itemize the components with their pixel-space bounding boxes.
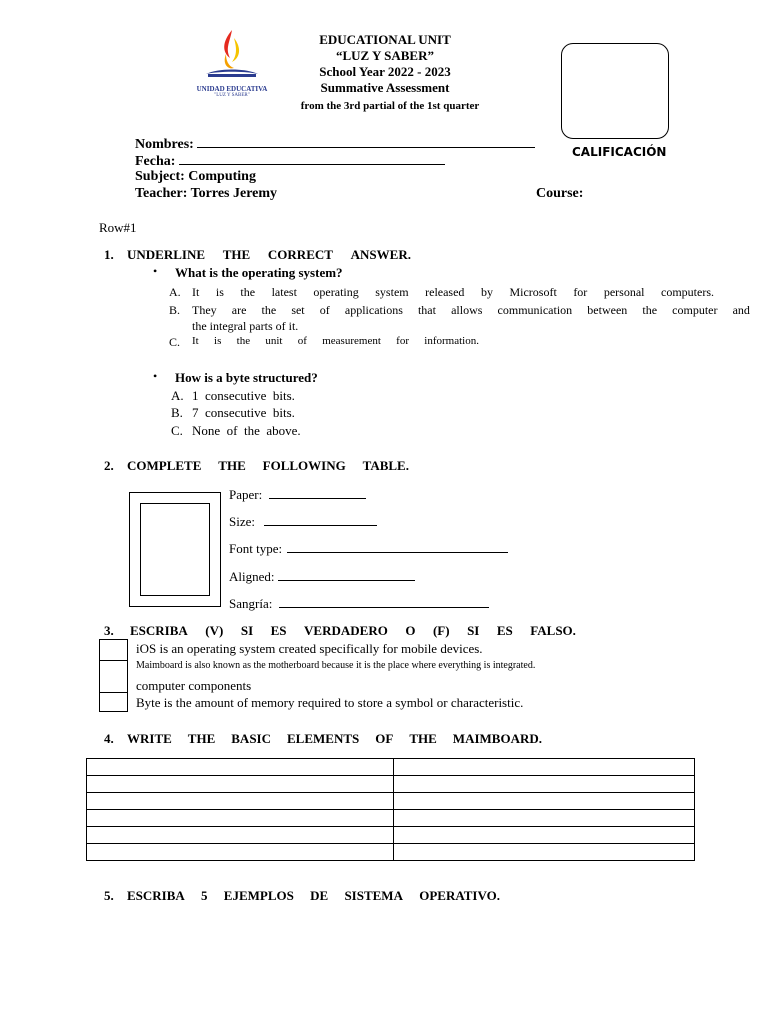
q1-option-b-letter: B.: [169, 303, 181, 317]
tf-answer-box[interactable]: [99, 692, 128, 712]
q1-option-c-letter: C.: [169, 335, 181, 349]
table-row: [87, 793, 695, 810]
q4-heading: WRITE THE BASIC ELEMENTS OF THE MAIMBOARD.: [127, 731, 542, 746]
q1-sub2-question: How is a byte structured?: [175, 370, 318, 385]
tf-answer-box[interactable]: [99, 639, 128, 661]
table-cell[interactable]: [394, 827, 695, 844]
nombres-field[interactable]: [197, 135, 535, 148]
table-cell[interactable]: [394, 844, 695, 861]
table-cell[interactable]: [394, 810, 695, 827]
table-cell[interactable]: [87, 827, 394, 844]
q1-option-a[interactable]: It is the latest operating system released by Microsoft for personal computers.: [192, 285, 714, 299]
table-row: [87, 810, 695, 827]
flame-logo-icon: [192, 28, 272, 80]
table-cell[interactable]: [394, 793, 695, 810]
font-type-field[interactable]: [287, 540, 508, 553]
tf-answer-box[interactable]: [99, 659, 128, 693]
q1-byte-option-c-letter: C.: [171, 423, 183, 438]
table-cell[interactable]: [87, 759, 394, 776]
header-line-1: EDUCATIONAL UNIT: [319, 32, 451, 47]
header-line-2: “LUZ Y SABER”: [335, 48, 434, 63]
header-line-4: Summative Assessment: [320, 80, 450, 95]
grade-box: [561, 43, 669, 139]
subject-label: Subject: Computing: [135, 169, 256, 184]
size-label: Size:: [229, 514, 255, 529]
tf-statement-1: iOS is an operating system created specifically for mobile devices.: [136, 641, 483, 656]
q1-byte-option-c[interactable]: None of the above.: [192, 423, 301, 438]
q5-number: 5.: [104, 888, 114, 903]
q1-option-a-letter: A.: [169, 285, 181, 299]
header-line-3: School Year 2022 - 2023: [319, 64, 451, 79]
grade-label: CALIFICACIÓN: [572, 145, 667, 159]
fecha-label: Fecha:: [135, 154, 176, 169]
page-inner-margin: [140, 503, 210, 596]
sangria-label: Sangría:: [229, 596, 273, 611]
table-row: [87, 844, 695, 861]
q3-heading: ESCRIBA (V) SI ES VERDADERO O (F) SI ES FALSO.: [130, 623, 576, 638]
paper-label: Paper:: [229, 487, 263, 502]
font-type-label: Font type:: [229, 541, 283, 556]
bullet-icon: •: [153, 369, 158, 383]
teacher-label: Teacher: Torres Jeremy: [135, 186, 278, 201]
table-cell[interactable]: [394, 759, 695, 776]
logo-text: UNIDAD EDUCATIVA: [196, 85, 268, 93]
q2-heading: COMPLETE THE FOLLOWING TABLE.: [127, 458, 409, 473]
q3-number: 3.: [104, 623, 114, 638]
header-line-5: from the 3rd partial of the 1st quarter: [300, 100, 480, 112]
table-row: [87, 776, 695, 793]
q1-option-c[interactable]: It is the unit of measurement for information.: [192, 335, 479, 347]
sangria-field[interactable]: [279, 595, 489, 608]
q4-number: 4.: [104, 731, 114, 746]
aligned-field[interactable]: [278, 568, 415, 581]
paper-field[interactable]: [269, 486, 366, 499]
school-logo: [192, 28, 272, 100]
nombres-label: Nombres:: [135, 137, 194, 152]
mainboard-elements-table: [86, 758, 695, 861]
q1-byte-option-a-letter: A.: [171, 388, 184, 403]
q1-byte-option-b[interactable]: 7 consecutive bits.: [192, 405, 295, 420]
table-cell[interactable]: [87, 844, 394, 861]
table-cell[interactable]: [87, 810, 394, 827]
size-field[interactable]: [264, 513, 377, 526]
aligned-label: Aligned:: [229, 569, 275, 584]
q2-number: 2.: [104, 458, 114, 473]
tf-statement-2-cont: computer components: [136, 678, 252, 693]
table-cell[interactable]: [87, 793, 394, 810]
tf-statement-2: Maimboard is also known as the motherboard because it is the place where everything is integrated.: [136, 660, 536, 671]
row-label: Row#1: [99, 220, 137, 235]
q1-byte-option-b-letter: B.: [171, 405, 183, 420]
course-label: Course:: [536, 186, 584, 201]
table-row: [87, 827, 695, 844]
tf-statement-3: Byte is the amount of memory required to store a symbol or characteristic.: [136, 695, 524, 710]
q1-byte-option-a[interactable]: 1 consecutive bits.: [192, 388, 295, 403]
logo-subtext: "LUZ Y SABER": [214, 93, 250, 98]
q1-number: 1.: [104, 247, 114, 262]
q5-heading: ESCRIBA 5 EJEMPLOS DE SISTEMA OPERATIVO.: [127, 888, 500, 903]
q1-heading: UNDERLINE THE CORRECT ANSWER.: [127, 247, 411, 262]
table-row: [87, 759, 695, 776]
bullet-icon: •: [153, 264, 158, 278]
table-cell[interactable]: [87, 776, 394, 793]
fecha-field[interactable]: [179, 152, 445, 165]
table-cell[interactable]: [394, 776, 695, 793]
q1-sub1-question: What is the operating system?: [175, 265, 343, 280]
q1-option-b[interactable]: They are the set of applications that allows communication between the computer and: [192, 303, 750, 317]
q1-option-b-cont: the integral parts of it.: [192, 319, 299, 333]
